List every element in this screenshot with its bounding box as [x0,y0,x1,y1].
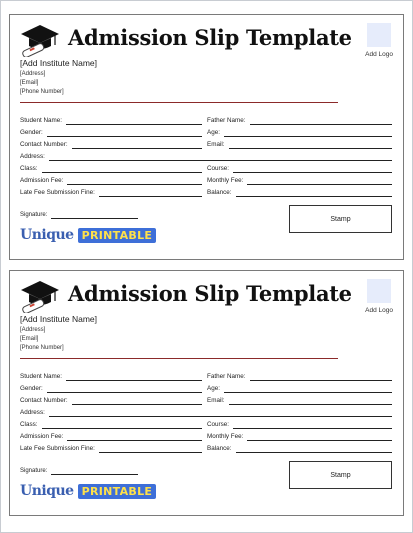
field-label: Age: [207,129,220,136]
slip-title: Admission Slip Template [68,25,352,50]
gender-field[interactable] [20,127,202,137]
fill-line [236,189,392,197]
field-label: Late Fee Submission Fine: [20,189,95,196]
field-label: Monthly Fee: [207,177,244,184]
logo-label: Add Logo [365,307,393,314]
stamp-box[interactable] [289,461,392,489]
brand-logo [20,482,156,500]
balance-field[interactable] [207,187,392,197]
field-label: Course: [207,165,230,172]
field-label: Email: [207,141,225,148]
fill-line [250,117,393,125]
balance-field[interactable] [207,443,392,453]
address-field[interactable] [20,151,392,161]
fill-line [51,211,138,219]
field-label: Age: [207,385,220,392]
institute-phone: [Phone Number] [20,89,64,95]
field-label: Balance: [207,189,232,196]
field-label: Father Name: [207,373,246,380]
admission-fee-field[interactable] [20,431,202,441]
monthly-fee-field[interactable] [207,431,392,441]
fill-line [49,409,392,417]
fill-line [233,165,392,173]
signature-field[interactable] [20,465,138,475]
institute-phone: [Phone Number] [20,345,64,351]
student-name-field[interactable] [20,371,202,381]
fill-line [224,129,392,137]
late-fee-field[interactable] [20,187,202,197]
brand-unique: Unique [20,227,74,243]
header-divider [20,358,338,359]
student-name-field[interactable] [20,115,202,125]
field-label: Gender: [20,129,43,136]
field-label: Late Fee Submission Fine: [20,445,95,452]
fill-line [247,177,392,185]
admission-fee-field[interactable] [20,175,202,185]
signature-field[interactable] [20,209,138,219]
fill-line [47,385,202,393]
father-name-field[interactable] [207,115,392,125]
field-label: Student Name: [20,117,63,124]
fill-line [72,397,202,405]
graduation-cap-icon [20,23,60,57]
signature-label: Signature: [20,212,48,218]
fill-line [250,373,393,381]
field-label: Course: [207,421,230,428]
class-field[interactable] [20,419,202,429]
slip-title: Admission Slip Template [68,281,352,306]
signature-label: Signature: [20,468,48,474]
header-divider [20,102,338,103]
brand-printable: PRINTABLE [78,484,157,499]
fill-line [247,433,392,441]
gender-field[interactable] [20,383,202,393]
logo-label: Add Logo [365,51,393,58]
institute-address: [Address] [20,327,46,333]
fill-line [66,373,202,381]
fill-line [47,129,202,137]
field-label: Address: [20,153,45,160]
contact-number-field[interactable] [20,395,202,405]
course-field[interactable] [207,163,392,173]
fill-line [49,153,392,161]
monthly-fee-field[interactable] [207,175,392,185]
admission-slip [9,14,404,260]
graduation-cap-icon [20,279,60,313]
email-field[interactable] [207,139,392,149]
institute-name: [Add Institute Name] [20,58,98,68]
fill-line [233,421,392,429]
field-label: Admission Fee: [20,433,64,440]
fill-line [67,433,202,441]
age-field[interactable] [207,383,392,393]
fill-line [229,397,393,405]
course-field[interactable] [207,419,392,429]
stamp-box[interactable] [289,205,392,233]
field-label: Contact Number: [20,141,68,148]
field-label: Father Name: [207,117,246,124]
field-label: Gender: [20,385,43,392]
logo-placeholder[interactable] [367,279,391,303]
fill-line [224,385,392,393]
fill-line [51,467,138,475]
field-label: Monthly Fee: [207,433,244,440]
field-label: Balance: [207,445,232,452]
field-label: Email: [207,397,225,404]
late-fee-field[interactable] [20,443,202,453]
field-label: Student Name: [20,373,63,380]
email-field[interactable] [207,395,392,405]
institute-name: [Add Institute Name] [20,314,98,324]
fill-line [99,445,202,453]
field-label: Contact Number: [20,397,68,404]
address-field[interactable] [20,407,392,417]
brand-printable: PRINTABLE [78,228,157,243]
stamp-label: Stamp [330,471,351,479]
admission-slip [9,270,404,516]
fill-line [66,117,202,125]
class-field[interactable] [20,163,202,173]
fill-line [99,189,202,197]
stamp-label: Stamp [330,215,351,223]
institute-address: [Address] [20,71,46,77]
field-label: Class: [20,421,38,428]
field-label: Admission Fee: [20,177,64,184]
field-label: Class: [20,165,38,172]
institute-email: [Email] [20,336,39,342]
fill-line [67,177,202,185]
father-name-field[interactable] [207,371,392,381]
field-label: Address: [20,409,45,416]
fill-line [72,141,202,149]
fill-line [229,141,393,149]
logo-placeholder[interactable] [367,23,391,47]
age-field[interactable] [207,127,392,137]
fill-line [42,421,203,429]
contact-number-field[interactable] [20,139,202,149]
brand-unique: Unique [20,483,74,499]
institute-email: [Email] [20,80,39,86]
fill-line [236,445,392,453]
fill-line [42,165,203,173]
brand-logo [20,226,156,244]
